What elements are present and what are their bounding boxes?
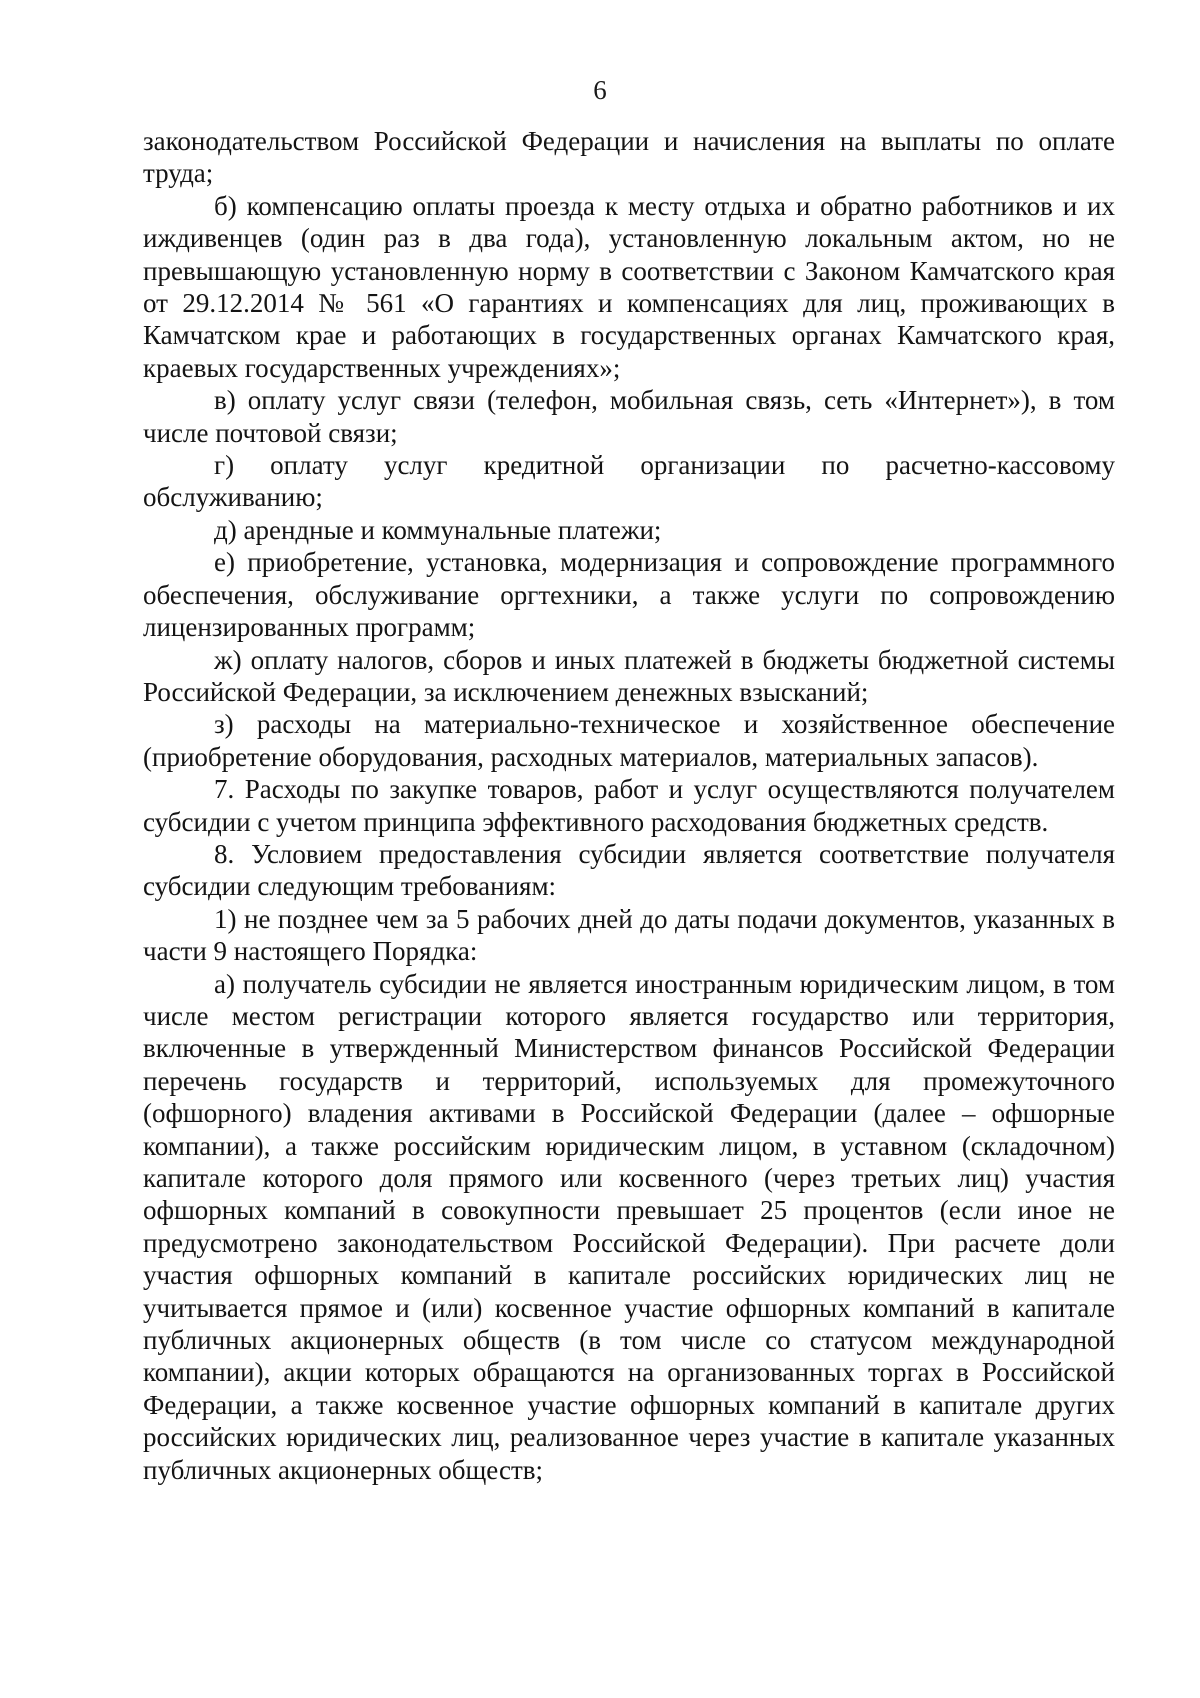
- paragraph-item-a: а) получатель субсидии не является иностранным юридическим лицом, в том числе местом регистрации которого является государство или территория, включенные в утвержденный Министерством финансов Российской Федерации перечень государств и территорий, используемых для промежуточного (офшорного) владения активами в Российской Федерации (далее – офшорные компании), а также российским юридическим лицом, в уставном (складочном) капитале которого доля прямого или косвенного (через третьих лиц) участия офшорных компаний в совокупности превышает 25 процентов (если иное не предусмотрено законодательством Российской Федерации). При расчете доли участия офшорных компаний в капитале российских юридических лиц не учитывается прямое и (или) косвенное участие офшорных компаний в капитале публичных акционерных обществ (в том числе со статусом международной компании), акции которых обращаются на организованных торгах в Российской Федерации, а также косвенное участие офшорных компаний в капитале других российских юридических лиц, реализованное через участие в капитале указанных публичных акционерных обществ;: [143, 968, 1115, 1485]
- paragraph-item-g: г) оплату услуг кредитной организации по расчетно-кассовому обслуживанию;: [143, 450, 1115, 513]
- document-body: [143, 125, 1115, 1486]
- paragraph-item-v: в) оплату услуг связи (телефон, мобильная связь, сеть «Интернет»), в том числе почтовой связи;: [143, 385, 1115, 448]
- paragraph-item-d: д) арендные и коммунальные платежи;: [214, 514, 662, 545]
- paragraph-continuation: законодательством Российской Федерации и начисления на выплаты по оплате труда;: [143, 126, 1115, 189]
- paragraph-item-e: е) приобретение, установка, модернизация и сопровождение программного обеспечения, обслуживание оргтехники, а также услуги по сопровождению лицензированных программ;: [143, 547, 1115, 643]
- paragraph-subsection-1: 1) не позднее чем за 5 рабочих дней до даты подачи документов, указанных в части 9 настоящего Порядка:: [143, 903, 1115, 967]
- paragraph-item-z: з) расходы на материально-техническое и хозяйственное обеспечение (приобретение оборудования, расходных материалов, материальных запасов).: [143, 709, 1115, 772]
- page-number: 6: [593, 75, 607, 105]
- paragraph-item-zh: ж) оплату налогов, сборов и иных платежей в бюджеты бюджетной системы Российской Федерации, за исключением денежных взысканий;: [143, 644, 1115, 707]
- paragraph-item-b: б) компенсацию оплаты проезда к месту отдыха и обратно работников и их иждивенцев (один раз в два года), установленную локальным актом, но не превышающую установленную норму в соответствии с Законом Камчатского края от 29.12.2014 № 561 «О гарантиях и компенсациях для лиц, проживающих в Камчатском крае и работающих в государственных органах Камчатского края, краевых государственных учреждениях»;: [143, 190, 1115, 383]
- paragraph-section-8: 8. Условием предоставления субсидии является соответствие получателя субсидии следующим требованиям:: [143, 838, 1115, 902]
- paragraph-section-7: 7. Расходы по закупке товаров, работ и услуг осуществляются получателем субсидии с учетом принципа эффективного расходования бюджетных средств.: [143, 774, 1115, 837]
